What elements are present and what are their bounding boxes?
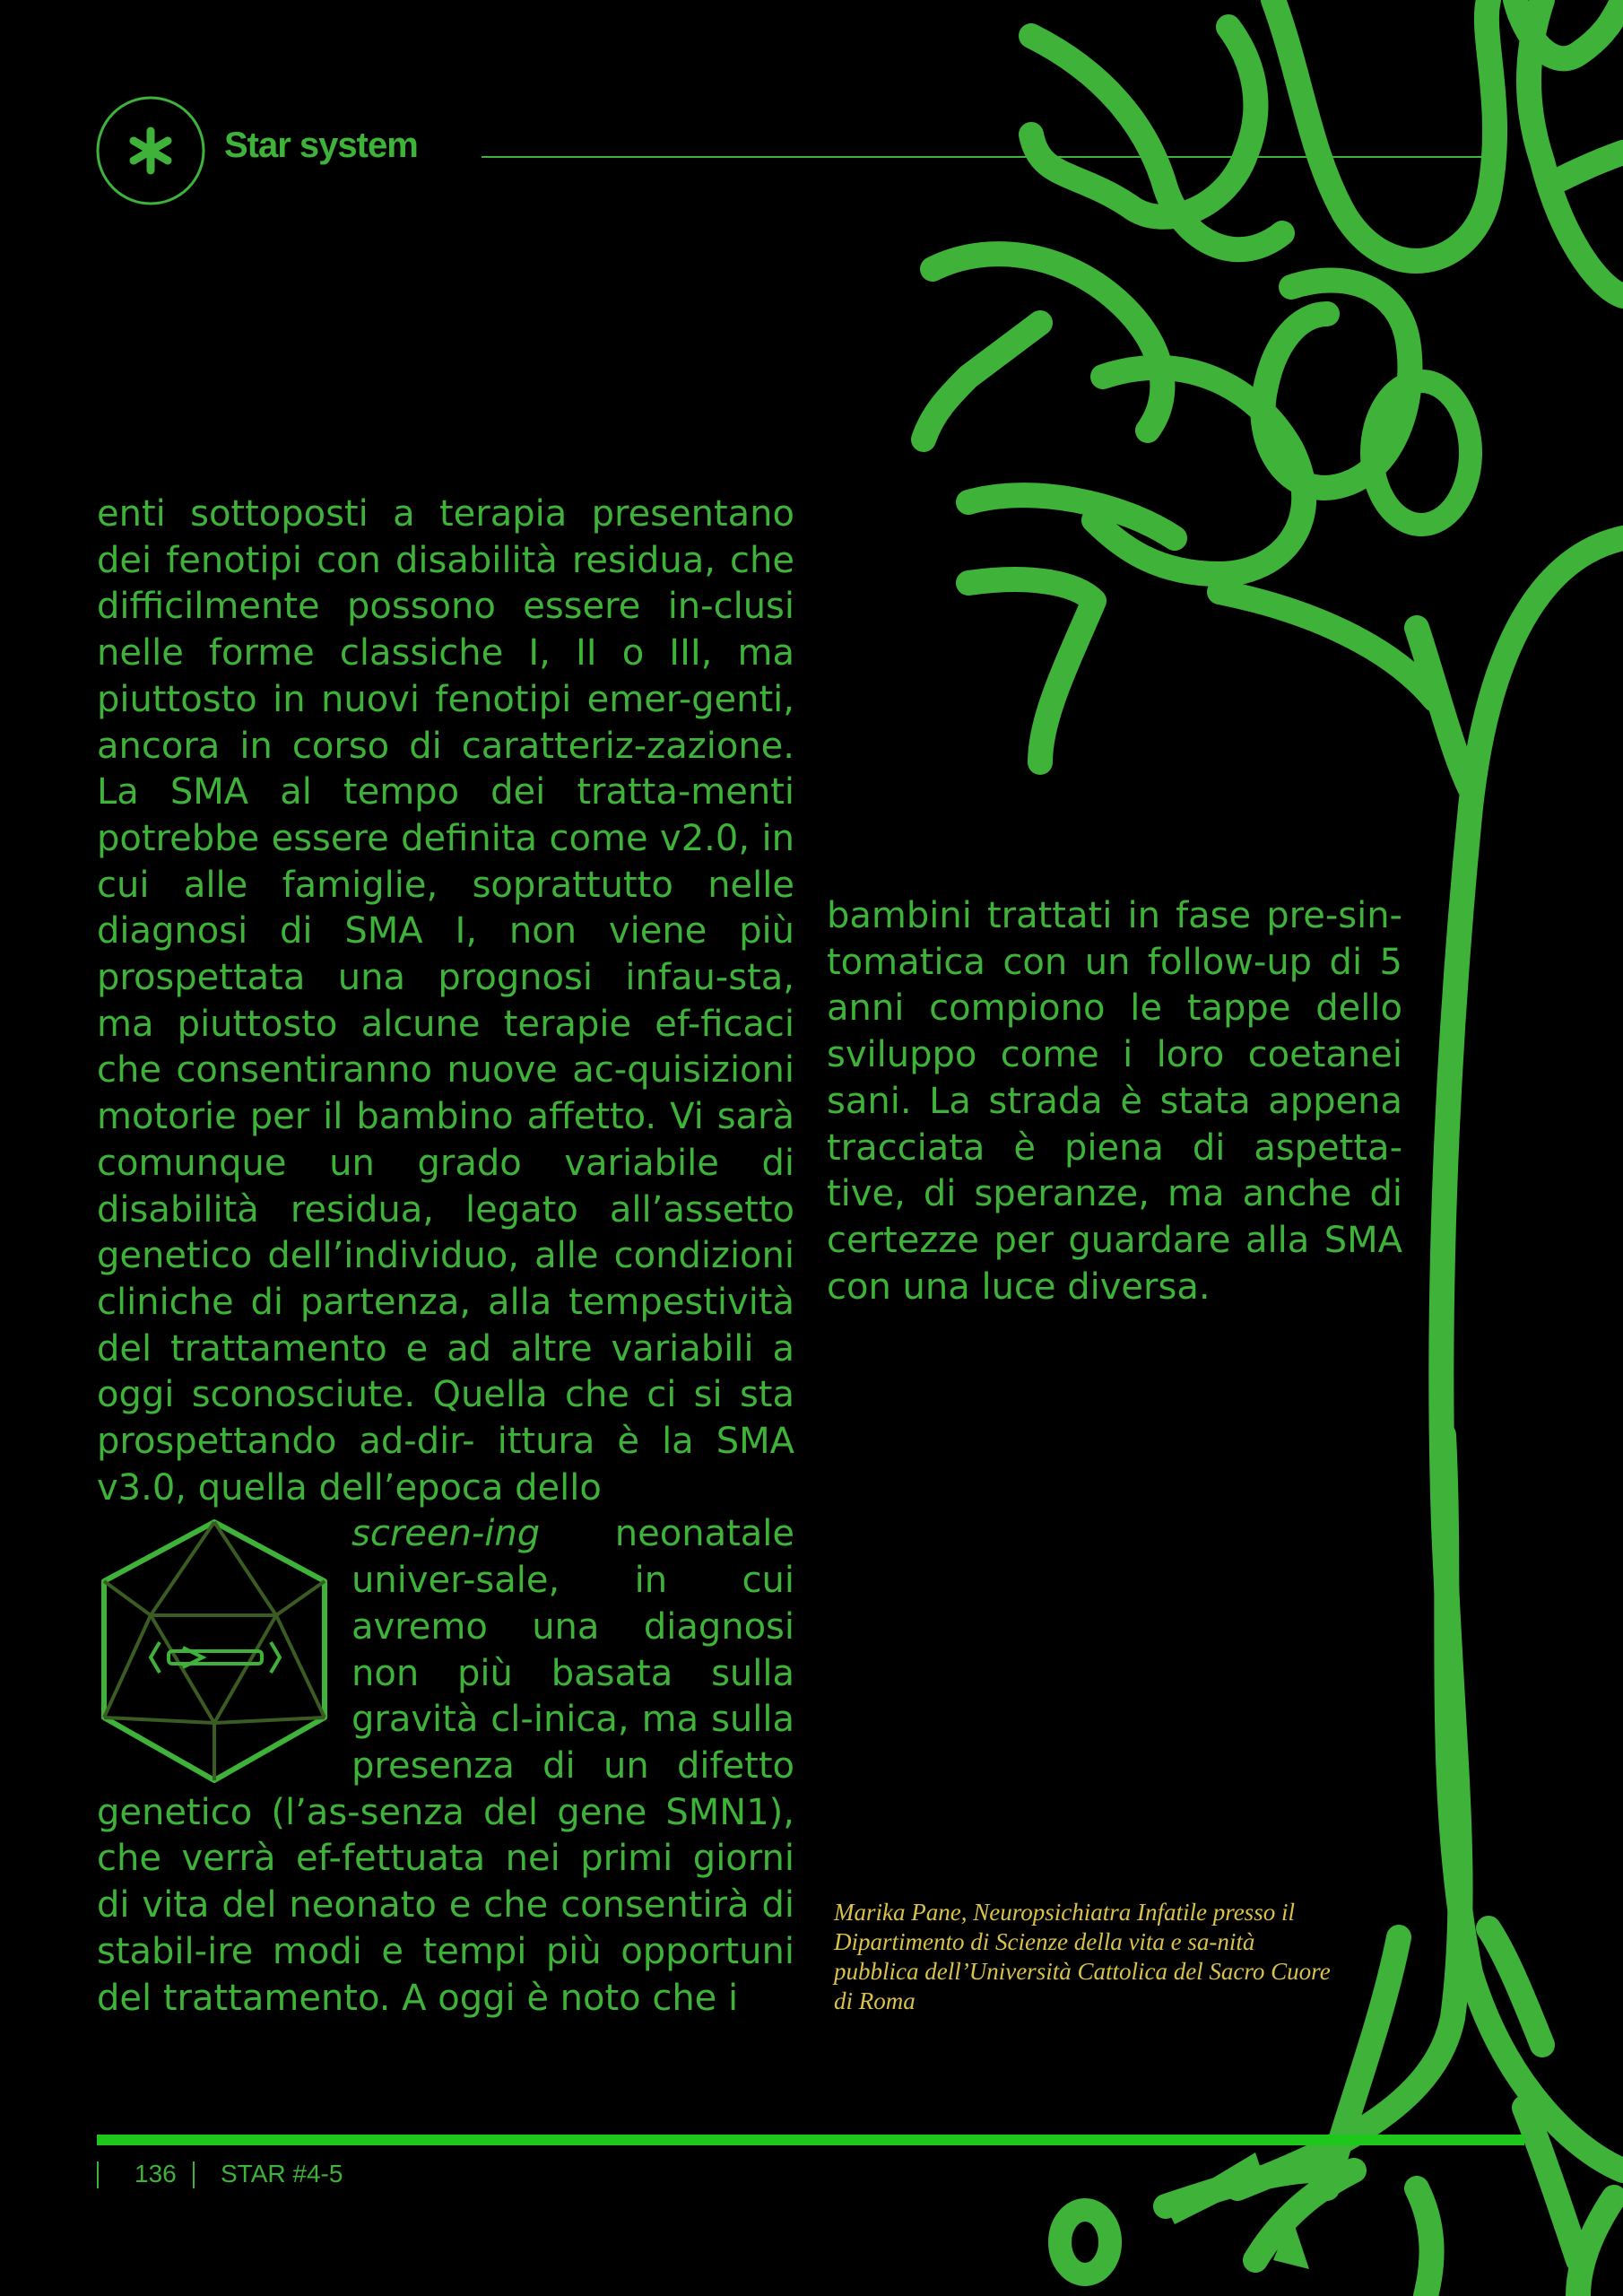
header-rule: [482, 156, 1504, 158]
section-title: Star system: [224, 126, 418, 165]
left-column-top-text: enti sottoposti a terapia presentano dei fenotipi con disabilità residua, che difficilmente possono essere in-clusi nelle forme classiche I, II o III, ma piuttosto in nuovi fenotipi emer-genti, ancora in corso di caratteriz-zazione. La SMA al tempo dei tratta-menti potrebbe essere definita come v2.0, in cui alle famiglie, soprattutto nelle diagnosi di SMA I, non viene più prospettata una prognosi infau-sta, ma piuttosto alcune terapie ef-ficaci che consentiranno nuove ac-quisizioni motorie per il bambino affetto. Vi sarà comunque un grado variabile di disabilità residua, legato all’assetto genetico dell’individuo, alle condizioni cliniche di partenza, alla tempestività del trattamento e ad altre variabili a oggi sconosciute. Quella che ci si sta prospettando ad-dir- ittura è la SMA v3.0, quella dell’epoca dello: [97, 493, 794, 1509]
author-credit: Marika Pane, Neuropsichiatra Infatile presso il Dipartimento di Scienze della vita e sa-nità pubblica dell’Università Cattolica del Sacro Cuore di Roma: [834, 1899, 1331, 2014]
screening-term: screen-ing: [352, 1513, 541, 1555]
asterisk-icon: [95, 95, 206, 206]
page-number: 136: [135, 2160, 177, 2187]
right-column: [827, 893, 1402, 1310]
footer-divider: [193, 2161, 195, 2188]
right-column-text: bambini trattati in fase pre-sin-tomatica con un follow-up di 5 anni compiono le tappe dello sviluppo come i loro coetanei sani. La strada è stata appena tracciata è piena di aspetta-tive, di speranze, ma anche di certezze per guardare alla SMA con una luce diversa.: [827, 895, 1402, 1308]
left-column: [97, 491, 794, 2022]
footer-rule: [97, 2135, 1524, 2145]
footer-divider: [97, 2161, 99, 2188]
issue-label: STAR #4-5: [221, 2160, 343, 2187]
icosahedron-illustration: [97, 1517, 332, 1786]
left-column-continuation: neonatale univer-sale, in cui avremo una diagnosi non più basata sulla gravità cl-inica, ma sulla presenza di un difetto genetico (l’as-senza del gene SMN1), che verrà ef-fettuata nei primi giorni di vita del neonato e che consentirà di stabil-ire modi e tempi più opportuni del trattamento. A oggi è noto che i: [97, 1513, 794, 2019]
